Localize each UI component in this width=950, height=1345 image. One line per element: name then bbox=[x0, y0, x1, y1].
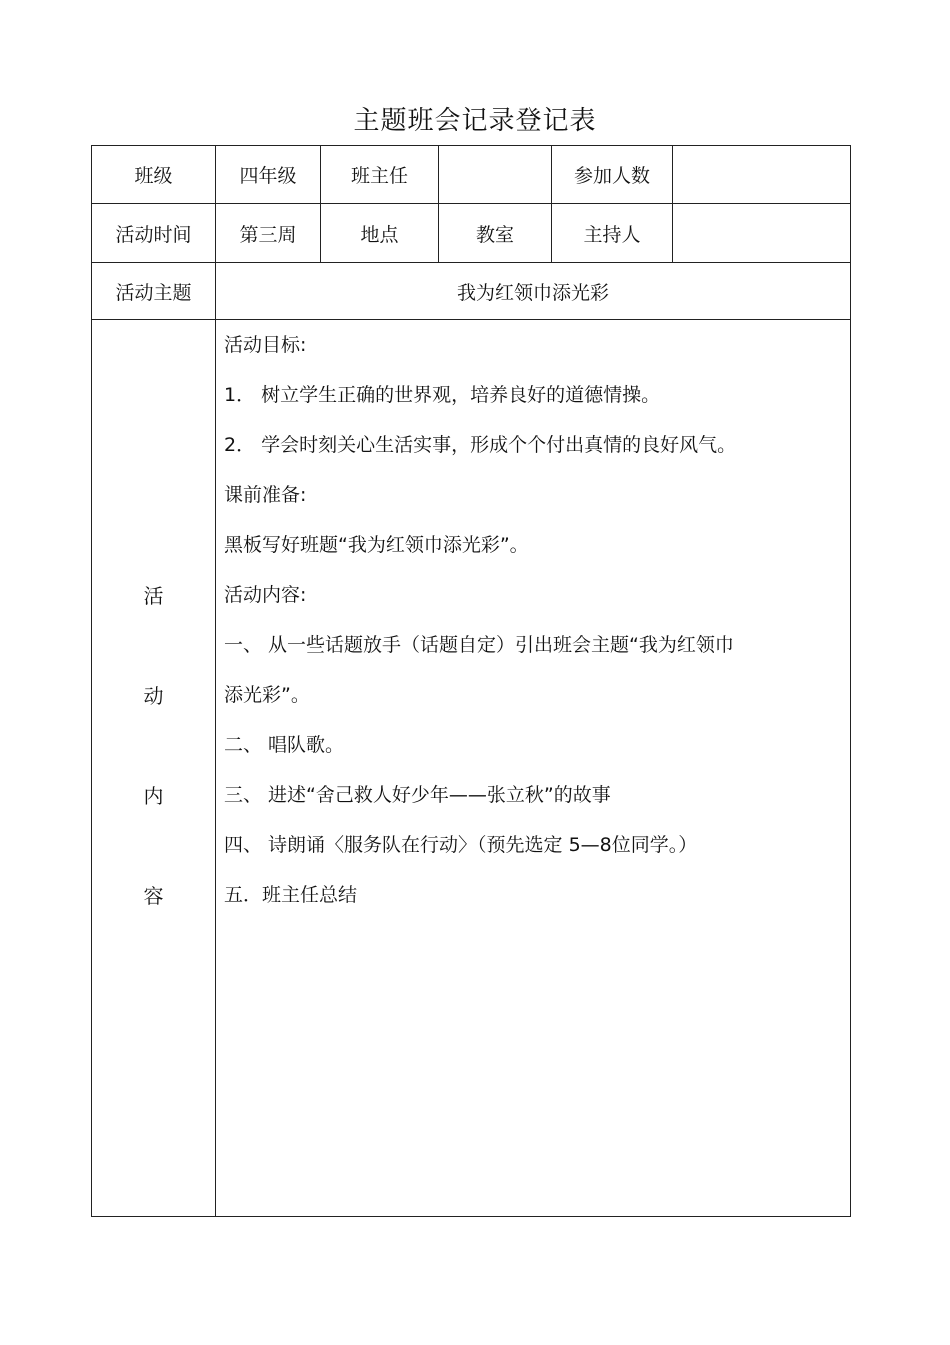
content-label-char: 内 bbox=[143, 784, 164, 808]
attendees-label: 参加人数 bbox=[552, 146, 673, 204]
theme-value: 我为红领巾添光彩 bbox=[216, 263, 851, 320]
content-line: 二、 唱队歌。 bbox=[224, 734, 345, 756]
content-label-char: 容 bbox=[143, 884, 164, 908]
content-line: 一、 从一些话题放手（话题自定）引出班会主题“我为红领巾 bbox=[224, 634, 734, 656]
class-label: 班级 bbox=[92, 146, 216, 204]
place-label: 地点 bbox=[321, 204, 439, 263]
time-value: 第三周 bbox=[216, 204, 321, 263]
teacher-value bbox=[439, 146, 552, 204]
theme-label: 活动主题 bbox=[92, 263, 216, 320]
content-line: 课前准备: bbox=[224, 484, 307, 506]
form-row-time bbox=[92, 204, 851, 263]
form-row-content bbox=[92, 320, 851, 1217]
form-row-theme bbox=[92, 263, 851, 320]
content-line: 活动内容: bbox=[224, 584, 307, 606]
form-row-class bbox=[92, 146, 851, 204]
host-value bbox=[673, 204, 851, 263]
content-label-vertical bbox=[92, 320, 215, 946]
content-line: 黑板写好班题“我为红领巾添光彩”。 bbox=[224, 534, 529, 556]
time-label: 活动时间 bbox=[92, 204, 216, 263]
page-title: 主题班会记录登记表 bbox=[353, 106, 597, 136]
content-body bbox=[216, 320, 851, 1217]
content-line: 1． 树立学生正确的世界观，培养良好的道德情操。 bbox=[224, 384, 661, 406]
attendees-value bbox=[673, 146, 851, 204]
content-line: 2． 学会时刻关心生活实事，形成个个付出真情的良好风气。 bbox=[224, 434, 737, 456]
class-value: 四年级 bbox=[216, 146, 321, 204]
content-label-char: 动 bbox=[143, 684, 164, 708]
place-value: 教室 bbox=[439, 204, 552, 263]
record-form-table bbox=[91, 145, 851, 1217]
teacher-label: 班主任 bbox=[321, 146, 439, 204]
content-line: 五．班主任总结 bbox=[224, 884, 358, 906]
content-label-char: 活 bbox=[143, 584, 164, 608]
content-line: 添光彩”。 bbox=[224, 684, 310, 706]
content-label bbox=[92, 320, 216, 1217]
content-line: 四、 诗朗诵〈服务队在行动〉（预先选定 5—8位同学。） bbox=[224, 834, 698, 856]
content-line: 三、 进述“舍己救人好少年——张立秋”的故事 bbox=[224, 784, 611, 806]
content-text-block bbox=[216, 320, 850, 932]
content-line: 活动目标: bbox=[224, 334, 307, 356]
host-label: 主持人 bbox=[552, 204, 673, 263]
